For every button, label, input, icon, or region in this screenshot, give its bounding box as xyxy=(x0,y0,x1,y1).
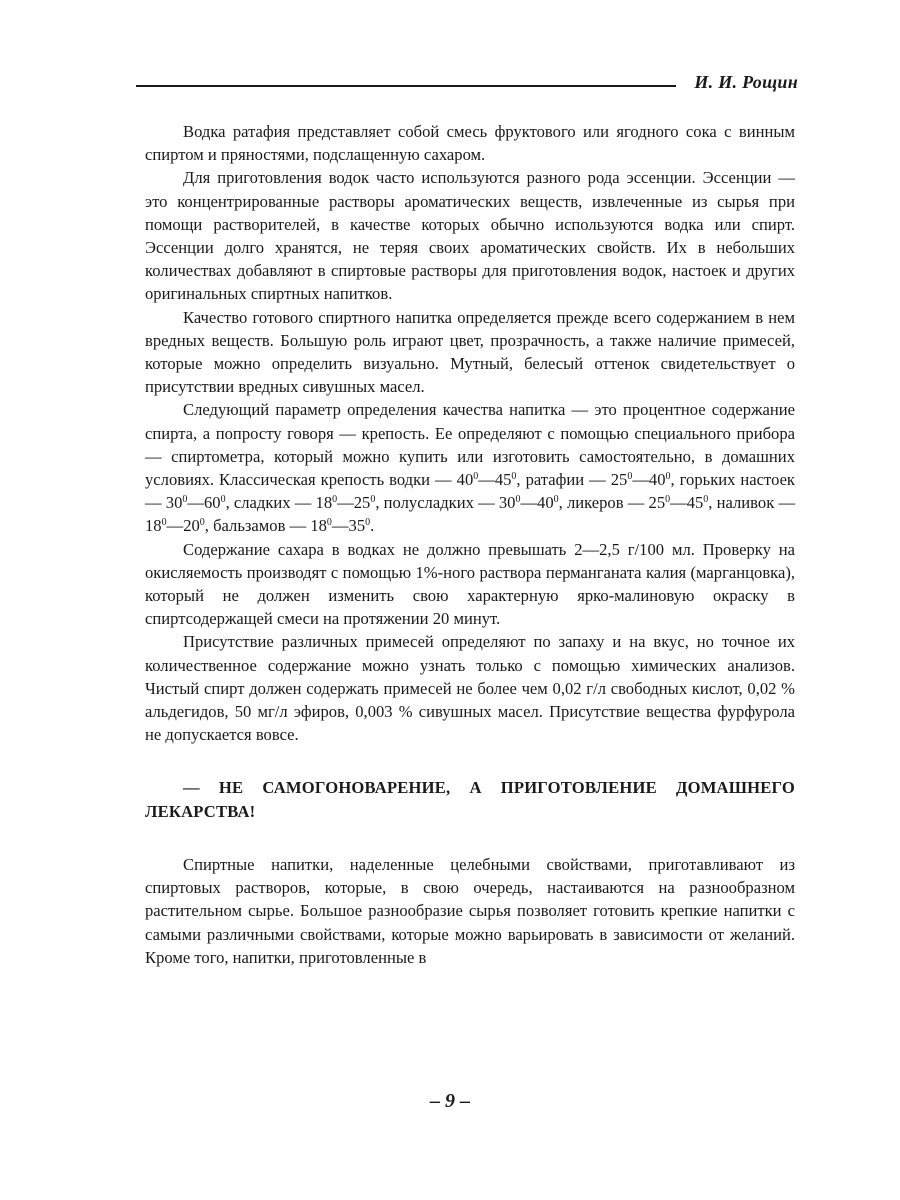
paragraph-sugar: Содержание сахара в водках не должно превышать 2—2,5 г/100 мл. Проверку на окисляемость производят с помощью 1%-ного раствора перманганата калия (марганцовка), который не должен изменить свою характерную ярко-малиновую окраску в спиртсодержащей смеси на протяжении 20 минут. xyxy=(145,539,795,629)
paragraph-quality: Качество готового спиртного напитка определяется прежде всего содержанием в нем вредных веществ. Большую роль играют цвет, прозрачность, а также наличие примесей, которые можно определить визуально. Мутный, белесый оттенок свидетельствует о присутствии вредных сивушных масел. xyxy=(145,307,795,397)
page-number: – 9 – xyxy=(430,1090,470,1112)
header-rule xyxy=(136,85,676,87)
section-heading: — НЕ САМОГОНОВАРЕНИЕ, А ПРИГОТОВЛЕНИЕ ДОМАШНЕГО ЛЕКАРСТВА! xyxy=(145,778,795,821)
paragraph-impurities: Присутствие различных примесей определяют по запаху и на вкус, но точное их количественное содержание можно узнать только с помощью химических анализов. Чистый спирт должен содержать примесей не более чем 0,02 г/л свободных кислот, 0,02 % альдегидов, 50 мг/л эфиров, 0,003 % сивушных масел. Присутствие вещества фурфурола не допускается вовсе. xyxy=(145,632,795,745)
paragraph-strength: Следующий параметр определения качества напитка — это процентное содержание спирта, а попросту говоря — крепость. Ее определяют с помощью специального прибора — спиртометра, который можно купить или изготовить самостоятельно, в домашних условиях. Классическая крепость водки — $40^0—45^0$, ратафии — $25^0—40^0$, горьких настоек — $30^0—60^0$, сладких — $18^0—25^0$, полусладких — $30^0—40^0$, ликеров — $25^0—45^0$, наливок — $18^0—20^0$, бальзамов — $18^0—35^0$. xyxy=(145,400,796,536)
paragraph-essences: Для приготовления водок часто используются разного рода эссенции. Эссенции — это концентрированные растворы ароматических веществ, извлеченные из сырья при помощи растворителей, в качестве которых обычно используются водка или спирт. Эссенции долго хранятся, не теряя своих ароматических свойств. Их в небольших количествах добавляют в спиртовые растворы для приготовления водок, настоек и других оригинальных спиртных напитков. xyxy=(145,168,795,304)
header-author: И. И. Рощин xyxy=(694,72,798,92)
strength-intro: Следующий параметр определения качества напитка — это процентное содержание спирта, а попросту говоря — крепость. Ее определяют с помощью специального прибора — спиртометра, который можно купить или изготовить самостоятельно, в домашних условиях. Классическая крепость водки — xyxy=(145,400,795,490)
running-header xyxy=(136,72,798,100)
paragraph-ratafia: Водка ратафия представляет собой смесь фруктового или ягодного сока с винным спиртом и пряностями, подслащенную сахаром. xyxy=(145,122,795,165)
paragraph-healing-drinks: Спиртные напитки, наделенные целебными свойствами, приготавливают из спиртовых растворов, которые, в свою очередь, настаиваются на разнообразном растительном сырье. Большое разнообразие сырья позволяет готовить крепкие напитки с самыми различными свойствами, которые можно варьировать в зависимости от желаний. Кроме того, напитки, приготовленные в xyxy=(145,854,795,967)
page-body xyxy=(145,120,795,969)
